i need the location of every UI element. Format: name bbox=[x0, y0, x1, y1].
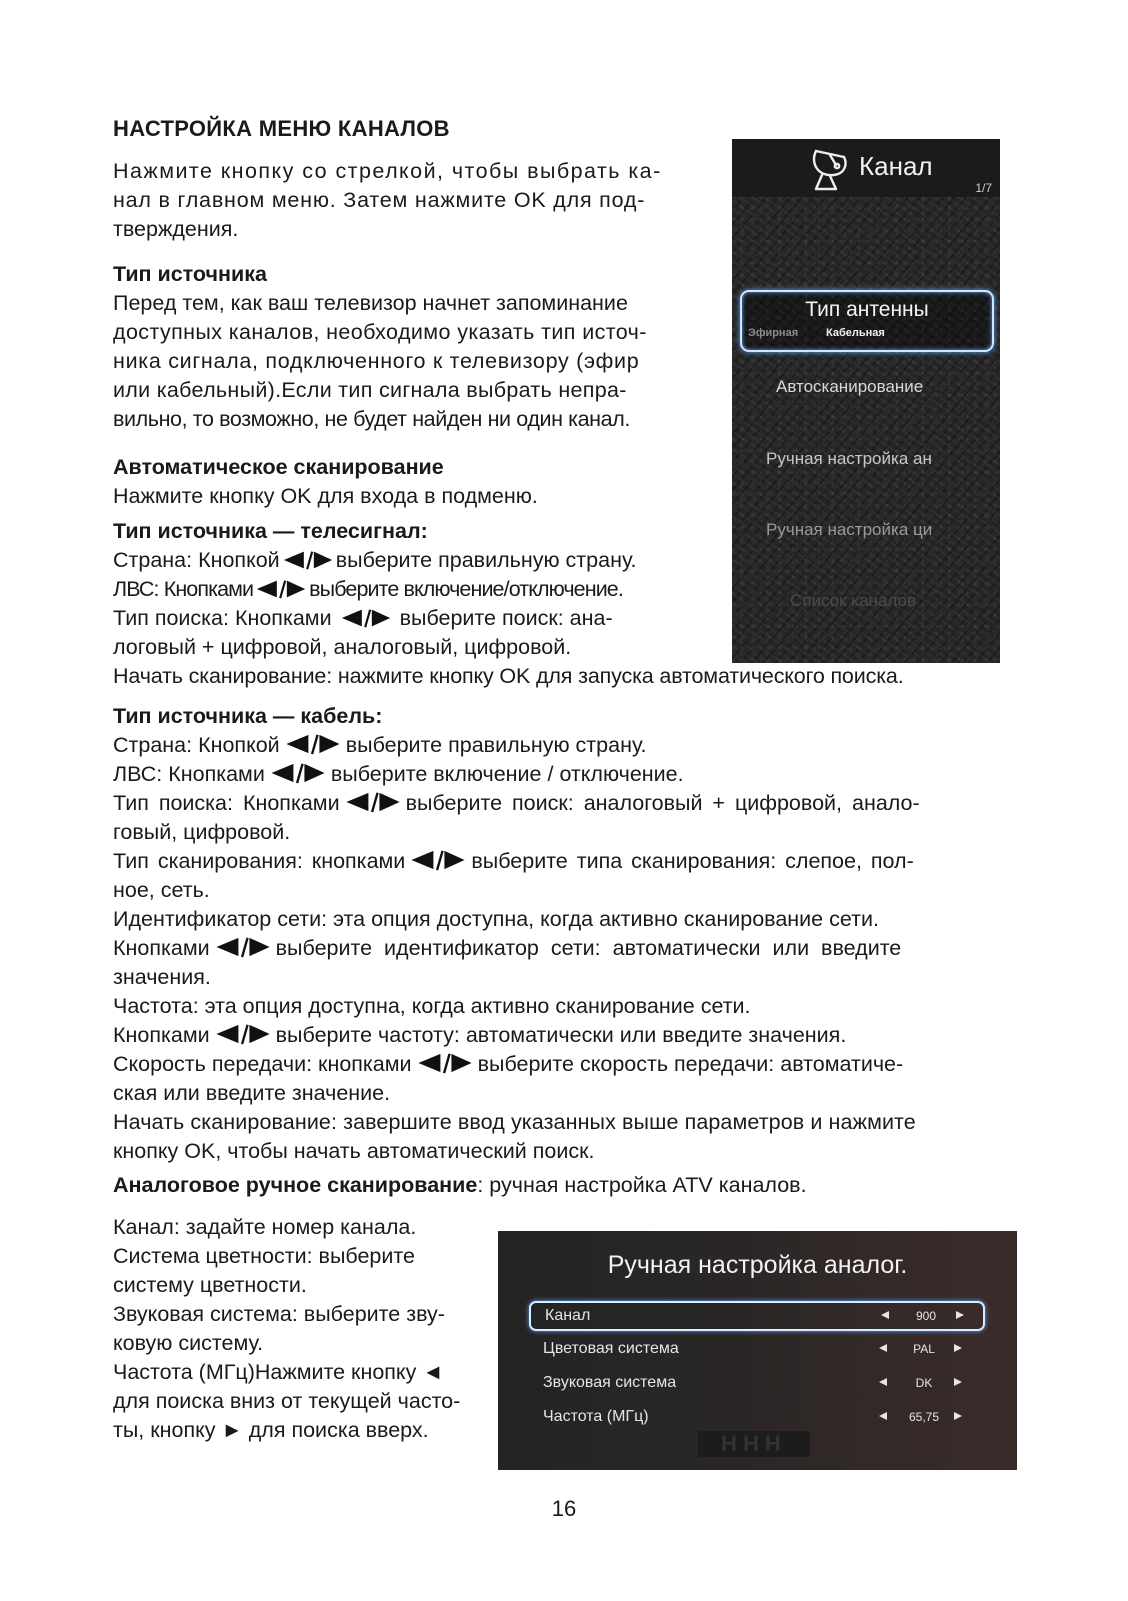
manual-row-label: Частота (МГц) bbox=[543, 1408, 649, 1425]
intro-line: Нажмите кнопку со стрелкой, чтобы выбрать ка- bbox=[113, 159, 662, 183]
manual-row-sound-system[interactable] bbox=[529, 1370, 981, 1396]
left-right-arrows-icon bbox=[414, 1052, 476, 1074]
left-right-arrows-icon bbox=[212, 1023, 274, 1045]
cable-section bbox=[113, 702, 1003, 1166]
manual-tv-title: Ручная настройка аналог. bbox=[607, 1251, 908, 1279]
analog-manual-text bbox=[113, 1213, 493, 1445]
auto-scan-text: Нажмите кнопку OK для входа в подменю. bbox=[113, 484, 538, 508]
antenna-type-label: Тип антенны bbox=[805, 298, 929, 321]
tv-signal-country: Страна: Кнопкой выберите правильную страну. bbox=[113, 548, 637, 572]
menu-item-channel-list[interactable]: Список каналов bbox=[790, 591, 916, 610]
tv-manual-analog-screen bbox=[498, 1231, 1017, 1470]
left-right-arrows-icon bbox=[282, 550, 334, 570]
analog-manual-heading: Аналоговое ручное сканирование bbox=[113, 1173, 478, 1197]
antenna-option-cable[interactable]: Кабельная bbox=[826, 327, 885, 339]
cable-netid-intro: Идентификатор сети: эта опция доступна, когда активно сканирование сети. bbox=[113, 907, 879, 931]
manual-row-value: 900 bbox=[915, 1309, 937, 1323]
cable-freq-intro: Частота: эта опция доступна, когда активно сканирование сети. bbox=[113, 994, 751, 1018]
cable-rate: Скорость передачи: кнопками выберите скорость передачи: автоматиче- bbox=[113, 1052, 904, 1076]
right-arrow-icon[interactable] bbox=[955, 1310, 965, 1320]
intro-paragraph bbox=[113, 157, 688, 244]
cable-country: Страна: Кнопкой выберите правильную страну. bbox=[113, 733, 647, 757]
tv-channel-menu-screen bbox=[732, 139, 1000, 663]
satellite-dish-icon bbox=[806, 145, 854, 193]
menu-item-auto-scan[interactable]: Автосканирование bbox=[776, 377, 924, 396]
analog-manual-line: ковую систему. bbox=[113, 1331, 264, 1355]
left-arrow-icon[interactable] bbox=[880, 1310, 890, 1320]
analog-manual-line: Звуковая система: выберите зву- bbox=[113, 1302, 445, 1326]
left-arrow-icon[interactable] bbox=[878, 1377, 888, 1387]
antenna-option-air[interactable]: Эфирная bbox=[748, 327, 799, 339]
left-right-arrows-icon bbox=[267, 762, 329, 784]
source-type-line: вильно, то возможно, не будет найден ни один канал. bbox=[113, 407, 630, 431]
analog-manual-line: Система цветности: выберите bbox=[113, 1244, 415, 1268]
right-arrow-icon[interactable] bbox=[953, 1411, 963, 1421]
source-type-section bbox=[113, 260, 693, 434]
cable-netid: Кнопками выберите идентификатор сети: автоматически или введите bbox=[113, 936, 902, 960]
left-right-arrows-icon bbox=[282, 733, 344, 755]
manual-row-value: DK bbox=[915, 1376, 933, 1390]
left-right-arrows-icon bbox=[340, 608, 392, 628]
cable-search-cont: говый, цифровой. bbox=[113, 820, 291, 844]
intro-line: нал в главном меню. Затем нажмите OK для под- bbox=[113, 188, 646, 212]
tv-menu-title: Канал bbox=[859, 151, 933, 181]
intro-line: тверждения. bbox=[113, 217, 239, 241]
cable-search: Тип поиска: Кнопками выберите поиск: аналоговый + цифровой, анало- bbox=[113, 791, 920, 815]
manual-row-frequency[interactable] bbox=[529, 1404, 981, 1430]
left-arrow-icon[interactable] bbox=[878, 1411, 888, 1421]
tv-signal-lvs: ЛВС: Кнопками выберите включение/отключение. bbox=[113, 577, 623, 601]
left-right-arrows-icon bbox=[212, 936, 274, 958]
analog-manual-line: систему цветности. bbox=[113, 1273, 307, 1297]
auto-scan-section bbox=[113, 453, 693, 511]
source-type-line: или кабельный).Если тип сигнала выбрать непра- bbox=[113, 378, 627, 402]
right-arrow-icon[interactable] bbox=[953, 1343, 963, 1353]
signal-overlay: HHH bbox=[698, 1431, 810, 1457]
tv-signal-search-cont: логовый + цифровой, аналоговый, цифровой. bbox=[113, 635, 572, 659]
cable-start-cont: кнопку OK, чтобы начать автоматический поиск. bbox=[113, 1139, 595, 1163]
cable-heading: Тип источника — кабель: bbox=[113, 704, 383, 728]
menu-item-manual-digital[interactable]: Ручная настройка ци bbox=[766, 520, 933, 539]
source-type-line: Перед тем, как ваш телевизор начнет запоминание bbox=[113, 291, 628, 315]
analog-manual-heading-line bbox=[113, 1171, 1003, 1200]
cable-start: Начать сканирование: завершите ввод указанных выше параметров и нажмите bbox=[113, 1110, 916, 1134]
source-type-line: ника сигнала, подключенного к телевизору (эфир bbox=[113, 349, 640, 373]
manual-row-channel[interactable] bbox=[529, 1301, 985, 1331]
analog-manual-suffix: : ручная настройка ATV каналов. bbox=[477, 1173, 807, 1197]
cable-lvs: ЛВС: Кнопками выберите включение / отключение. bbox=[113, 762, 684, 786]
source-type-heading: Тип источника bbox=[113, 262, 267, 286]
manual-row-label: Звуковая система bbox=[543, 1374, 677, 1391]
tv-signal-start: Начать сканирование: нажмите кнопку OK для запуска автоматического поиска. bbox=[113, 664, 904, 688]
manual-row-value: 65,75 bbox=[908, 1410, 940, 1424]
manual-row-label: Цветовая система bbox=[543, 1340, 679, 1357]
left-arrow-icon[interactable] bbox=[878, 1343, 888, 1353]
analog-manual-line: Частота (МГц)Нажмите кнопку ◄ bbox=[113, 1360, 444, 1384]
cable-freq: Кнопками выберите частоту: автоматически или введите значения. bbox=[113, 1023, 847, 1047]
tv-signal-search: Тип поиска: Кнопками выберите поиск: ана- bbox=[113, 606, 613, 630]
tv-menu-page-indicator: 1/7 bbox=[975, 181, 992, 195]
source-type-line: доступных каналов, необходимо указать тип источ- bbox=[113, 320, 647, 344]
left-right-arrows-icon bbox=[342, 791, 404, 813]
analog-manual-line: для поиска вниз от текущей часто- bbox=[113, 1389, 461, 1413]
manual-row-value: PAL bbox=[913, 1342, 935, 1356]
left-right-arrows-icon bbox=[407, 849, 469, 871]
menu-item-antenna-type[interactable] bbox=[740, 290, 994, 352]
right-arrow-icon[interactable] bbox=[953, 1377, 963, 1387]
section-title: НАСТРОЙКА МЕНЮ КАНАЛОВ bbox=[113, 116, 450, 141]
cable-rate-cont: ская или введите значение. bbox=[113, 1081, 391, 1105]
manual-row-label: Канал bbox=[545, 1307, 591, 1324]
left-right-arrows-icon bbox=[255, 579, 307, 599]
auto-scan-heading: Автоматическое сканирование bbox=[113, 455, 444, 479]
page-number: 16 bbox=[551, 1496, 577, 1521]
analog-manual-line: ты, кнопку ► для поиска вверх. bbox=[113, 1418, 429, 1442]
manual-row-color-system[interactable] bbox=[529, 1336, 981, 1362]
cable-scantype-cont: ное, сеть. bbox=[113, 878, 210, 902]
analog-manual-line: Канал: задайте номер канала. bbox=[113, 1215, 417, 1239]
cable-netid-cont: значения. bbox=[113, 965, 211, 989]
tv-signal-heading: Тип источника — телесигнал: bbox=[113, 519, 428, 543]
cable-scantype: Тип сканирования: кнопками выберите типа сканирования: слепое, пол- bbox=[113, 849, 914, 873]
menu-item-manual-analog[interactable]: Ручная настройка ан bbox=[766, 449, 932, 468]
